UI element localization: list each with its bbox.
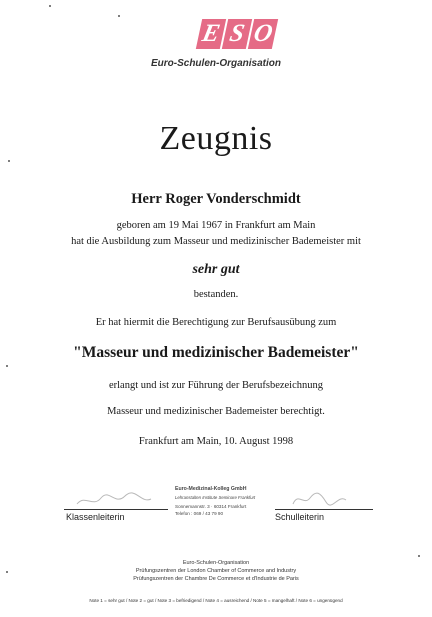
footer-organisation: Euro-Schulen-Organisation [182,560,250,566]
authorization-line: Er hat hiermit die Berechtigung zur Berufsausübung zum [95,317,337,328]
training-line: hat die Ausbildung zum Masseur und medizinischer Bademeister mit [71,236,361,247]
stamp-phone: Telefon : 069 / 43 79 90 [175,511,224,516]
right-signature-line [275,509,373,510]
footer-paris-chamber: Prüfungszentren der Chambre De Commerce et d'Industrie de Paris [133,576,299,582]
profession-title: "Masseur und medizinischer Bademeister" [73,344,359,361]
passed-line: bestanden. [193,289,239,300]
logo-letter-s: S [222,19,252,49]
acquired-line: erlangt und ist zur Führung der Berufsbezeichnung [108,380,324,391]
entitled-line: Masseur und medizinischer Bademeister berechtigt. [107,406,325,417]
school-stamp [175,486,285,516]
footer-london-chamber: Prüfungszentren der London Chamber of Commerce and Industry [135,568,297,574]
eso-logo [197,19,277,53]
logo-letter-o: O [248,19,278,49]
scan-speck [49,5,51,7]
grade-scale-note: Note 1 = sehr gut / Note 2 = gut / Note 3 = befriedigend / Note 4 = ausreichend / Note 5 = mangelhaft / Note 6 = ungenügend [89,598,343,603]
place-date: Frankfurt am Main, 10. August 1998 [138,436,294,447]
grade: sehr gut [192,262,240,277]
stamp-name: Euro-Medizinal-Kolleg GmbH [175,486,247,492]
left-signature-scribble [75,490,155,510]
certificate-title: Zeugnis [159,120,273,157]
scan-speck [118,15,120,17]
left-signature-line [64,509,168,510]
right-signature-scribble [290,488,350,510]
birth-line: geboren am 19 Mai 1967 in Frankfurt am Main [116,220,316,231]
scan-speck [6,365,8,367]
right-signature-label: Schulleiterin [275,512,325,522]
scan-speck [418,555,420,557]
recipient-name: Herr Roger Vonderschmidt [131,191,301,207]
logo-letter-e: E [196,19,226,49]
logo-subtitle: Euro-Schulen-Organisation [150,58,281,69]
scan-speck [6,571,8,573]
scan-speck [8,160,10,162]
left-signature-label: Klassenleiterin [66,512,125,522]
stamp-address: Sonnemannstr. 3 · 60314 Frankfurt [175,504,247,509]
stamp-subline: Lehranstalten Institute Seminare Frankfurt [175,495,256,500]
